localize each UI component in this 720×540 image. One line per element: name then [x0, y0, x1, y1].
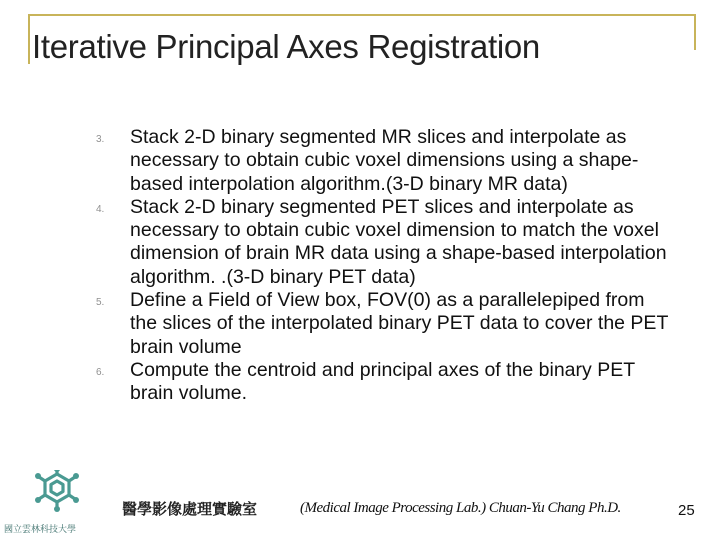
list-item-text: Stack 2-D binary segmented PET slices and interpolate as necessary to obtain cubic voxel dimension to match the voxel dimension of brain MR data using a shape-based interpolation algorithm. .(3-D binary PET data): [130, 195, 667, 288]
logo-caption: 國立雲林科技大學: [4, 525, 77, 535]
list-item-text: Stack 2-D binary segmented MR slices and interpolate as necessary to obtain cubic voxel dimensions using a shape-based interpolation algorithm.(3-D binary MR data): [130, 126, 639, 195]
frame-left-rule: [28, 14, 30, 64]
list-item: [90, 289, 670, 359]
numbered-list: [90, 126, 670, 406]
list-item: [90, 126, 670, 196]
list-item: [90, 196, 670, 289]
list-item-number: 6.: [96, 366, 105, 378]
footer-lab-name: 醫學影像處理實驗室: [122, 500, 258, 518]
list-item-number: 3.: [96, 134, 105, 145]
list-item-text: Define a Field of View box, FOV(0) as a parallelepiped from the slices of the interpolated binary PET data to cover the PET brain volume: [130, 289, 669, 358]
list-item: [90, 359, 670, 406]
slide-title: Iterative Principal Axes Registration: [32, 28, 540, 65]
page-number: 25: [678, 502, 695, 519]
list-item-text: Compute the centroid and principal axes of the binary PET brain volume.: [130, 358, 635, 405]
frame-top-rule: [28, 14, 696, 16]
frame-right-rule: [694, 14, 696, 50]
list-item-number: 4.: [96, 203, 105, 215]
list-item-number: 5.: [96, 297, 105, 309]
footer-credit: (Medical Image Processing Lab.) Chuan-Yu Chang Ph.D.: [300, 500, 621, 516]
